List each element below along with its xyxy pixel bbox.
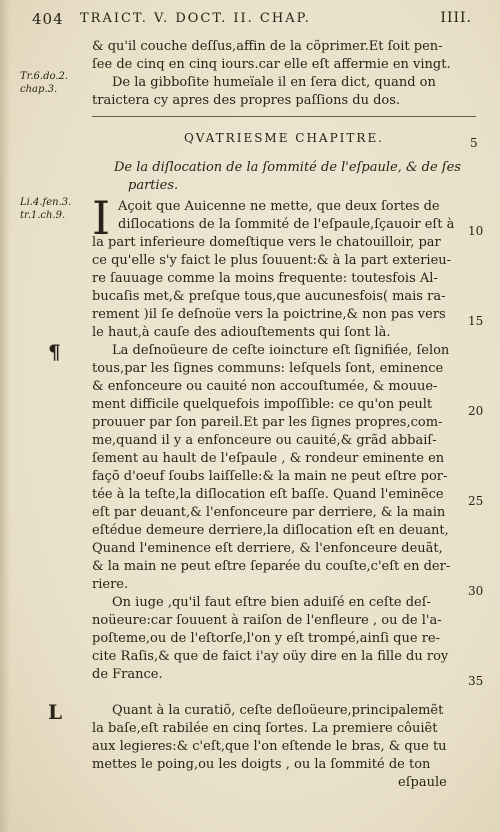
line-number: 25 xyxy=(468,494,484,508)
text-line: De la gibboſite humeïale il en ſera dict, quand on xyxy=(112,75,436,90)
line-number: 5 xyxy=(470,136,478,150)
text-line: la part inferieure domeſtique vers le chatouilloir, par xyxy=(92,235,441,250)
text-line: mettes le poing,ou les doigts , ou la ſommité de ton xyxy=(92,757,431,772)
chapter-numeral: IIII. xyxy=(440,10,472,26)
line-number: 10 xyxy=(468,224,484,238)
text-line: prouuer par ſon pareil.Et par les ſignes propres,com- xyxy=(92,415,443,430)
text-line: & enfonceure ou cauité non accouſtumée, & mouue- xyxy=(92,379,438,394)
margin-note-1 xyxy=(20,70,76,96)
text-line: Quant à la curatiõ, ceſte deſloüeure,principalemẽt xyxy=(112,703,444,718)
text-line: cite Raſis,& que de faict i'ay oüy dire en la fille du roy xyxy=(92,649,449,664)
margin-note-2-line: Li.4.fen.3. xyxy=(20,197,72,208)
text-line: de France. xyxy=(92,667,163,682)
text-line: rement )il ſe deſnoüe vers la poictrine,& non pas vers xyxy=(92,307,446,322)
text-line: eſpaule xyxy=(398,775,447,790)
text-line: Quand l'eminence eſt derriere, & l'enfonceure deuãt, xyxy=(92,541,443,556)
line-number: 35 xyxy=(468,674,484,688)
text-line: la baſe,eſt rabilée en cinq ſortes. La premiere côuiẽt xyxy=(92,721,438,736)
text-line: & qu'il couche deſſus,affin de la cõprimer.Et ſoit pen- xyxy=(92,39,443,54)
chapter-title: QVATRIESME CHAPITRE. xyxy=(183,131,385,145)
chapter-subtitle: parties. xyxy=(128,178,179,193)
margin-letter-mark: L xyxy=(48,700,63,724)
running-header xyxy=(32,10,472,32)
text-line: eſtédue demeure derriere,la diſlocation eſt en deuant, xyxy=(92,523,449,538)
margin-note-2-line: tr.1.ch.9. xyxy=(20,210,66,221)
text-line: noüeure:car ſouuent à raiſon de l'enfleure , ou de l'a- xyxy=(92,613,442,628)
text-line: La deſnoüeure de ceſte ioincture eſt ſignifiée, ſelon xyxy=(112,343,450,358)
text-line: eſt par deuant,& l'enfonceure par derriere, & la main xyxy=(92,505,446,520)
page-number: 404 xyxy=(32,10,64,28)
text-line: diſlocations de la ſommité de l'eſpaule,ſçauoir eſt à xyxy=(118,217,455,232)
text-line: le haut,à cauſe des adiouſtements qui ſont là. xyxy=(92,325,391,340)
running-title: TRAICT. V. DOCT. II. CHAP. xyxy=(80,11,311,26)
chapter-subtitle: De la diſlocation de la ſommité de l'eſpaule, & de ſes xyxy=(114,160,461,175)
text-line: poſteme,ou de l'eſtorſe,l'on y eſt trompé,ainſi que re- xyxy=(92,631,440,646)
line-number: 20 xyxy=(468,404,484,418)
line-number: 30 xyxy=(468,584,484,598)
drop-capital: I xyxy=(92,191,111,245)
text-line: aux legieres:& c'eſt,que l'on eſtende le bras, & que tu xyxy=(92,739,447,754)
text-line: traictera cy apres des propres paſſions du dos. xyxy=(92,93,401,108)
text-line: Açoit que Auicenne ne mette, que deux ſortes de xyxy=(118,199,440,214)
text-line: ſement au hault de l'eſpaule , & rondeur eminente en xyxy=(92,451,445,466)
page-gutter-shadow xyxy=(0,0,10,832)
text-line: bucaſis met,& preſque tous,que aucunesfois( mais ra- xyxy=(92,289,446,304)
text-line: ment difficile quelquefois impoſſible: ce qu'on peult xyxy=(92,397,433,412)
text-line: & la main ne peut eſtre ſeparée du couſte,c'eſt en der- xyxy=(92,559,451,574)
paragraph-mark: ¶ xyxy=(48,340,61,364)
text-line: On iuge ,qu'il faut eſtre bien aduiſé en ceſte deſ- xyxy=(112,595,431,610)
section-rule xyxy=(92,116,476,117)
margin-note-1-line: Tr.6.do.2. xyxy=(20,71,69,82)
line-number: 15 xyxy=(468,314,484,328)
text-line: tous,par les ſignes communs: leſquels ſont, eminence xyxy=(92,361,444,376)
text-line: ſee de cinq en cinq iours.car elle eſt affermie en vingt. xyxy=(92,57,451,72)
text-line: riere. xyxy=(92,577,129,592)
text-line: tée à la teſte,la diſlocation eſt baſſe. Quand l'eminẽce xyxy=(92,487,444,502)
text-line: ce qu'elle s'y faict le plus ſouuent:& à la part exterieu- xyxy=(92,253,452,268)
text-line: façõ d'oeuf ſoubs laiſſelle:& la main ne peut eſtre por- xyxy=(92,469,448,484)
text-line: re ſauuage comme la moins frequente: toutesfois Al- xyxy=(92,271,438,286)
text-line: me,quand il y a enfonceure ou cauité,& grãd abbaiſ- xyxy=(92,433,437,448)
margin-note-2 xyxy=(20,196,76,222)
margin-note-1-line: chap.3. xyxy=(20,84,58,95)
